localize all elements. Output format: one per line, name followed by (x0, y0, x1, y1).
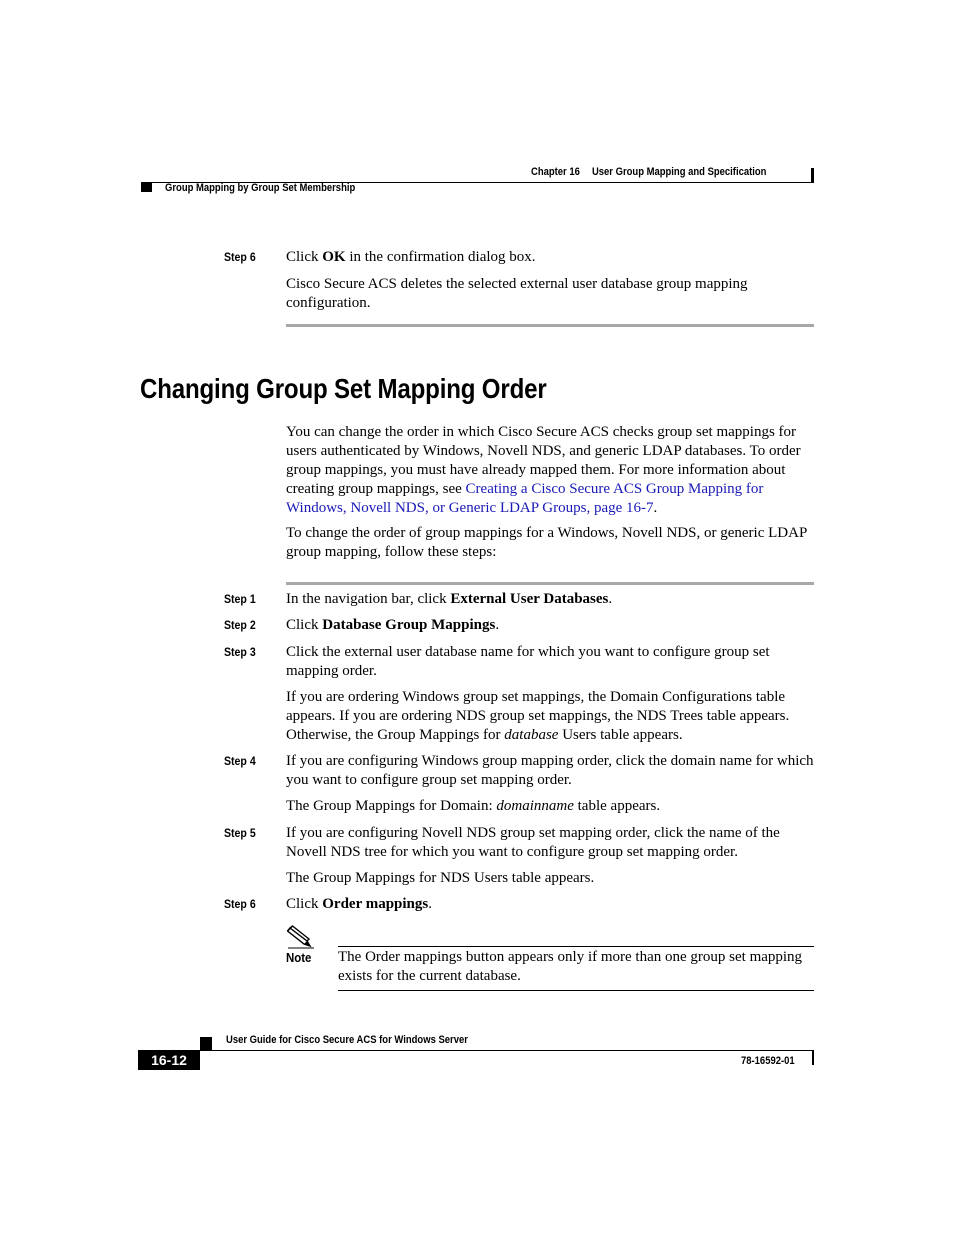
note-label: Note (286, 950, 312, 965)
header-vertical-bar (811, 168, 814, 183)
note-top-rule (338, 946, 814, 947)
header-marker-square (141, 183, 152, 192)
pencil-note-icon (287, 925, 315, 949)
note-text: The Order mappings button appears only if more than one group set mapping exists for the current database. (338, 949, 803, 984)
cross-reference-link[interactable]: Creating a Cisco Secure ACS Group Mapping for Windows, Novell NDS, or Generic LDAP Groups, page 16-7 (286, 481, 764, 516)
step-label-2: Step 2 (224, 618, 256, 632)
footer-guide-title: User Guide for Cisco Secure ACS for Windows Server (226, 1034, 468, 1046)
step-text-1: In the navigation bar, click External User Databases. (286, 591, 613, 607)
footer-vertical-bar (812, 1051, 814, 1065)
external-user-databases-keyword: External User Databases (450, 591, 609, 607)
step-result-5: The Group Mappings for NDS Users table appears. (286, 870, 595, 886)
step-text-6: Click Order mappings. (286, 896, 432, 912)
step-text-2: Click Database Group Mappings. (286, 617, 500, 633)
step-result-3: If you are ordering Windows group set mappings, the Domain Configurations table appears. If you are ordering NDS group set mappings, the NDS Trees table appears. Otherwise, the Group Mappings for database Users table appears. (286, 689, 790, 743)
step-label-1: Step 1 (224, 592, 256, 606)
intro-paragraph: You can change the order in which Cisco Secure ACS checks group set mappings for users authenticated by Windows, Novell NDS, and generic LDAP databases. To order group mappings, you must have already mapped them. For more information about creating group mappings, see Creating a Cisco Secure ACS Group Mapping for Windows, Novell NDS, or Generic LDAP Groups, page 16-7. (286, 424, 801, 516)
end-of-procedure-rule (286, 324, 814, 327)
section-title: Changing Group Set Mapping Order (140, 373, 547, 404)
procedure-start-rule (286, 582, 814, 585)
step-result-4: The Group Mappings for Domain: domainname table appears. (286, 798, 661, 814)
note-bottom-rule (338, 990, 814, 991)
ok-keyword: OK (322, 249, 346, 265)
step-label-3: Step 3 (224, 645, 256, 659)
running-header-chapter (531, 166, 766, 178)
running-header-section: Group Mapping by Group Set Membership (165, 182, 356, 194)
footer-rule (200, 1050, 814, 1051)
step-result-top-6: Cisco Secure ACS deletes the selected external user database group mapping configuration. (286, 276, 748, 311)
step-label-top-6: Step 6 (224, 250, 256, 264)
procedure-intro-paragraph: To change the order of group mappings for a Windows, Novell NDS, or generic LDAP group mapping, follow these steps: (286, 525, 807, 560)
step-label-4: Step 4 (224, 754, 256, 768)
database-group-mappings-keyword: Database Group Mappings (322, 617, 496, 633)
document-number: 78-16592-01 (741, 1055, 795, 1067)
step-text-3: Click the external user database name for which you want to configure group set mapping order. (286, 644, 770, 679)
footer-marker-bar (200, 1037, 212, 1051)
step-text-top-6: Click OK in the confirmation dialog box. (286, 249, 536, 265)
step-label-5: Step 5 (224, 826, 256, 840)
step-text-4: If you are configuring Windows group mapping order, click the domain name for which you want to configure group set mapping order. (286, 753, 814, 788)
step-label-6: Step 6 (224, 897, 256, 911)
page-number: 16-12 (138, 1050, 200, 1070)
chapter-number: Chapter 16 (531, 166, 580, 178)
chapter-title: User Group Mapping and Specification (591, 166, 767, 178)
step-text-5: If you are configuring Novell NDS group set mapping order, click the name of the Novell NDS tree for which you want to configure group set mapping order. (286, 825, 780, 860)
order-mappings-keyword: Order mappings (322, 896, 429, 912)
